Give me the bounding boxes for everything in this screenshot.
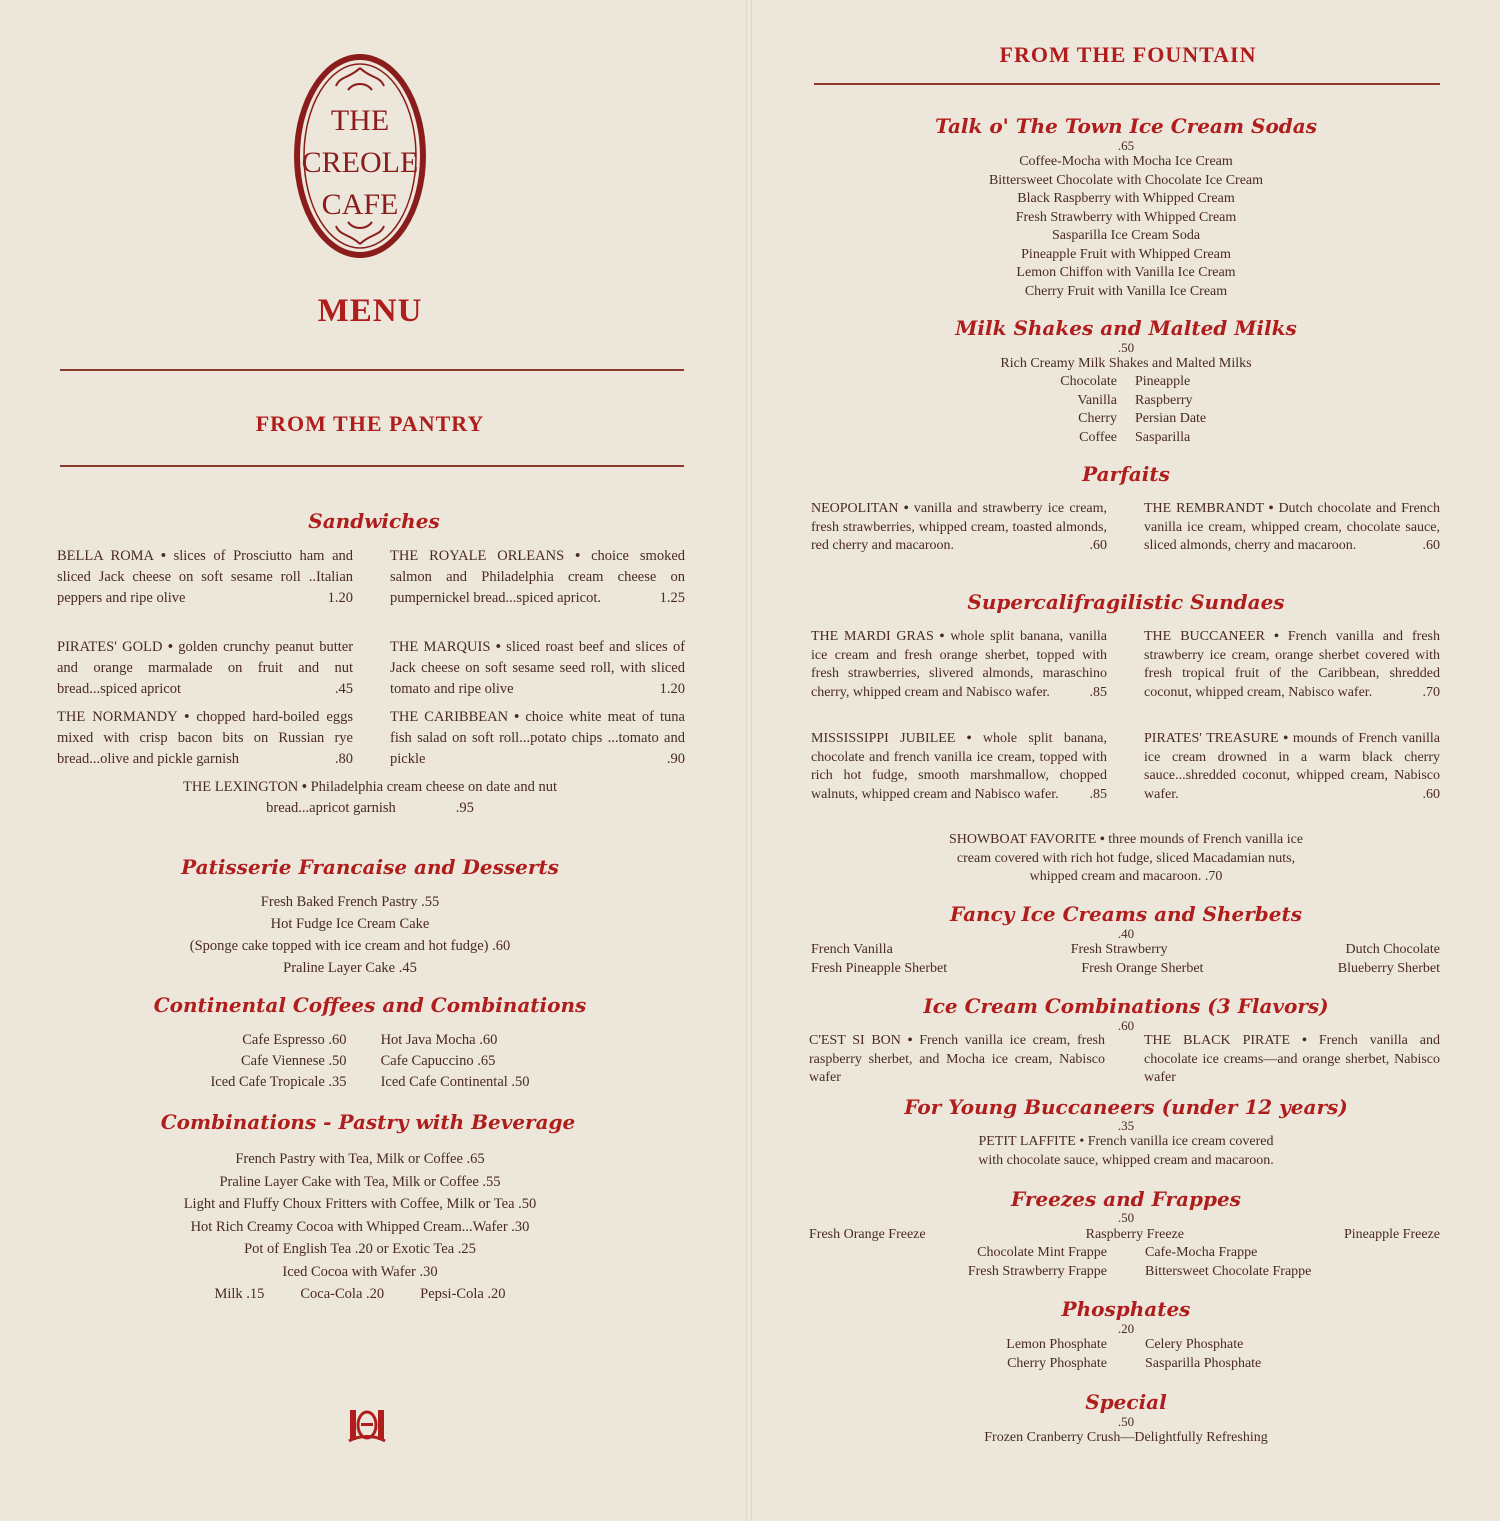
fountain-heading: FROM THE FOUNTAIN <box>999 42 1257 67</box>
item-price: .80 <box>334 751 353 767</box>
list-item: Raspberry Freeze <box>1085 1227 1184 1242</box>
list-item: Blueberry Sherbet <box>1337 960 1440 976</box>
list-item: Praline Layer Cake .45 <box>283 960 417 976</box>
item-mardi-gras: THE MARDI GRAS • whole split banana, vanilla ice cream and fresh orange sherbet, topped with fresh strawberries, slivered almonds, maraschino cherry, whipped cream and Nabisco wafer. .85 <box>811 628 1107 702</box>
pantry-heading: FROM THE PANTRY <box>255 411 485 436</box>
list-item: Cafe Capuccino .65 <box>380 1053 496 1069</box>
item-desc: golden crunchy peanut butter and orange marmalade on fruit and nut bread...spiced apricot <box>57 639 354 697</box>
list-item: Bittersweet Chocolate Frappe <box>1145 1263 1312 1279</box>
item-desc: sliced roast beef and slices of Jack cheese on soft sesame seed roll, with sliced tomato and ripe olive <box>390 639 686 697</box>
fancy-price: .40 <box>1117 926 1135 941</box>
monogram-icon <box>347 1407 387 1445</box>
list-item: Cafe Espresso .60 <box>242 1032 347 1048</box>
item-desc: Dutch chocolate and French vanilla ice cream, whipped cream, chocolate sauce, sliced almonds, cherry and macaroon. <box>1144 501 1441 553</box>
list-item: Pineapple <box>1135 374 1191 389</box>
list-item: Fresh Strawberry <box>1070 942 1168 957</box>
item-price: .90 <box>666 751 685 767</box>
list-item: Pepsi-Cola .20 <box>420 1286 506 1302</box>
item-name: PIRATES' GOLD <box>57 639 163 655</box>
item-name: THE MARDI GRAS <box>811 629 934 644</box>
list-item: French Pastry with Tea, Milk or Coffee .65 <box>235 1151 485 1167</box>
item-desc: choice white meat of tuna fish salad on soft roll...potato chips ...tomato and pickle <box>390 709 685 767</box>
list-item: Milk .15 <box>214 1286 265 1302</box>
list-item: Iced Cafe Tropicale .35 <box>210 1074 347 1090</box>
item-name: PIRATES' TREASURE <box>1144 731 1279 746</box>
item-desc: with chocolate sauce, whipped cream and macaroon. <box>978 1152 1274 1168</box>
item-lexington: THE LEXINGTON • Philadelphia cream cheese on date and nut bread...apricot garnish .95 <box>182 779 558 816</box>
list-item: Vanilla <box>1077 392 1117 408</box>
list-item: (Sponge cake topped with ice cream and hot fudge) .60 <box>189 938 511 954</box>
list-item: Cherry Phosphate <box>1007 1355 1107 1371</box>
fancy-title: Fancy Ice Creams and Sherbets <box>949 902 1302 926</box>
list-item: Pineapple Fruit with Whipped Cream <box>1021 246 1231 262</box>
item-price: .45 <box>334 681 353 697</box>
divider <box>814 83 1440 85</box>
item-price: .60 <box>1422 786 1440 802</box>
item-pirates-gold: PIRATES' GOLD • golden crunchy peanut butter and orange marmalade on fruit and nut bread...spiced apricot .45 <box>57 637 353 700</box>
list-item: Fresh Baked French Pastry .55 <box>260 894 440 910</box>
item-cest-si-bon: C'EST SI BON • French vanilla ice cream, fresh raspberry sherbet, and Mocha ice cream, Nabisco wafer <box>809 1033 1105 1085</box>
list-item: Coffee <box>1079 429 1117 445</box>
frappes-list <box>752 1244 1500 1281</box>
list-item: Coffee-Mocha with Mocha Ice Cream <box>1019 154 1233 169</box>
list-item: Sasparilla Phosphate <box>1145 1355 1262 1371</box>
item-desc: cream covered with rich hot fudge, sliced Macadamian nuts, <box>956 850 1296 866</box>
item-desc: chopped hard-boiled eggs mixed with crisp bacon bits on Russian rye bread...olive and pickle garnish <box>57 709 354 767</box>
list-item: Hot Java Mocha .60 <box>380 1032 498 1048</box>
item-price: .60 <box>1422 538 1440 553</box>
menu-title: MENU <box>317 293 423 329</box>
item-desc: bread...apricot garnish <box>266 800 396 816</box>
item-name: THE BLACK PIRATE <box>1144 1033 1291 1048</box>
item-bella-roma: BELLA ROMA • slices of Prosciutto ham and sliced Jack cheese on soft sesame roll ..Italian peppers and ripe olive 1.20 <box>57 546 353 609</box>
item-desc: vanilla and strawberry ice cream, fresh strawberries, whipped cream, toasted almonds, red cherry and macaroon. <box>811 501 1108 553</box>
item-name: THE NORMANDY <box>57 709 178 725</box>
freezes-row <box>809 1226 1440 1245</box>
list-item: Fresh Orange Sherbet <box>1081 960 1204 976</box>
young-title: For Young Buccaneers (under 12 years) <box>904 1095 1348 1119</box>
item-desc: whipped cream and macaroon. .70 <box>1029 869 1223 884</box>
item-price: 1.20 <box>327 590 353 606</box>
list-item: Bittersweet Chocolate with Chocolate Ice Cream <box>988 172 1264 188</box>
item-name: NEOPOLITAN <box>811 501 899 516</box>
list-item: Lemon Phosphate <box>1006 1337 1107 1352</box>
item-name: THE ROYALE ORLEANS <box>390 548 565 564</box>
item-name: THE MARQUIS <box>390 639 491 655</box>
parfaits-title: Parfaits <box>1082 462 1170 486</box>
item-mississippi-jubilee: MISSISSIPPI JUBILEE • whole split banana, chocolate and french vanilla ice cream, topped with rich hot fudge, smooth marshmallow, chopped walnuts, whipped cream and Nabisco wafer. .85 <box>811 730 1107 804</box>
list-item: Iced Cocoa with Wafer .30 <box>282 1263 438 1280</box>
creole-cafe-logo <box>290 50 430 262</box>
item-desc: three mounds of French vanilla ice <box>1108 832 1304 847</box>
divider <box>60 369 684 371</box>
right-panel <box>752 0 1500 1521</box>
sodas-title: Talk o' The Town Ice Cream Sodas <box>934 114 1317 138</box>
shakes-intro: Rich Creamy Milk Shakes and Malted Milks <box>1000 356 1252 371</box>
item-neopolitan: NEOPOLITAN • vanilla and strawberry ice cream, fresh strawberries, whipped cream, toasted almonds, red cherry and macaroon. .60 <box>811 500 1107 556</box>
item-name: THE BUCCANEER <box>1144 629 1265 644</box>
item-desc: French vanilla and chocolate ice creams—and orange sherbet, Nabisco wafer <box>1144 1033 1441 1085</box>
list-item: Cherry <box>1078 411 1117 426</box>
item-petit-laffite <box>752 1133 1500 1170</box>
phosphates-list <box>752 1336 1500 1373</box>
item-name: SHOWBOAT FAVORITE <box>948 832 1097 847</box>
list-item: Lemon Chiffon with Vanilla Ice Cream <box>1016 265 1236 280</box>
list-item: Cafe-Mocha Frappe <box>1145 1245 1258 1260</box>
list-item: Iced Cafe Continental .50 <box>380 1074 530 1090</box>
coffees-title: Continental Coffees and Combinations <box>153 993 587 1017</box>
item-name: C'EST SI BON <box>809 1033 901 1048</box>
item-rembrandt: THE REMBRANDT • Dutch chocolate and French vanilla ice cream, whipped cream, chocolate sauce, sliced almonds, cherry and macaroon. .60 <box>1144 500 1440 556</box>
item-desc: French vanilla ice cream, fresh raspberry sherbet, and Mocha ice cream, Nabisco wafer <box>809 1033 1105 1085</box>
freezes-title: Freezes and Frappes <box>1011 1187 1241 1211</box>
item-desc: choice smoked salmon and Philadelphia cream cheese on pumpernickel bread...spiced apricot. <box>390 548 686 606</box>
list-item: Raspberry <box>1135 392 1193 408</box>
item-name: THE LEXINGTON <box>182 779 299 795</box>
list-item: Celery Phosphate <box>1145 1337 1244 1352</box>
list-item: Sasparilla <box>1135 429 1191 445</box>
item-price: .60 <box>1089 538 1107 553</box>
freezes-price: .50 <box>1117 1210 1135 1225</box>
item-normandy: THE NORMANDY • chopped hard-boiled eggs mixed with crisp bacon bits on Russian rye bread...olive and pickle garnish .80 <box>57 707 353 770</box>
list-item: Cherry Fruit with Vanilla Ice Cream <box>1024 283 1228 299</box>
list-item: Hot Rich Creamy Cocoa with Whipped Cream...Wafer .30 <box>190 1218 530 1235</box>
item-desc: whole split banana, chocolate and french vanilla ice cream, topped with rich hot fudge, smooth marshmallow, chopped walnuts, whipped cream and Nabisco wafer. <box>811 731 1108 802</box>
list-item: Dutch Chocolate <box>1345 942 1440 957</box>
sundaes-title: Supercalifragilistic Sundaes <box>967 590 1285 614</box>
sodas-list <box>752 153 1500 301</box>
list-item: Fresh Pineapple Sherbet <box>811 960 948 976</box>
logo-line-2: CREOLE <box>301 146 419 179</box>
item-desc: mounds of French vanilla ice cream drowned in a warm black cherry sauce...shredded coconut, whipped cream, Nabisco wafer. <box>1144 731 1441 802</box>
list-item: Fresh Strawberry with Whipped Cream <box>1015 209 1237 225</box>
list-item: Fresh Strawberry Frappe <box>967 1263 1107 1279</box>
item-desc: French vanilla and fresh strawberry ice cream, orange sherbet covered with fresh tropical fruit of the Caribbean, shredded coconut, whipped cream, Nabisco wafer. <box>1144 629 1440 700</box>
shakes-flavors <box>752 373 1500 447</box>
sodas-price: .65 <box>1117 138 1135 153</box>
special-price: .50 <box>1117 1414 1135 1429</box>
list-item: Pot of English Tea .20 or Exotic Tea .25 <box>244 1241 476 1257</box>
shakes-price: .50 <box>1117 340 1135 355</box>
item-price: .70 <box>1422 684 1440 700</box>
left-panel <box>0 0 748 1521</box>
item-black-pirate: THE BLACK PIRATE • French vanilla and chocolate ice creams—and orange sherbet, Nabisco wafer <box>1144 1033 1441 1085</box>
item-price: 1.20 <box>659 681 685 697</box>
combinations-price: .60 <box>1117 1018 1135 1033</box>
item-price: 1.25 <box>659 590 685 606</box>
list-item: Light and Fluffy Choux Fritters with Coffee, Milk or Tea .50 <box>183 1196 537 1212</box>
list-item: Chocolate <box>1060 374 1117 389</box>
sandwiches-title: Sandwiches <box>308 509 440 533</box>
item-showboat: SHOWBOAT FAVORITE • three mounds of French vanilla ice cream covered with rich hot fudge, sliced Macadamian nuts, whipped cream and macaroon. .70 <box>752 831 1500 887</box>
item-name: BELLA ROMA <box>57 548 154 564</box>
item-name: THE REMBRANDT <box>1144 501 1264 516</box>
item-name: THE CARIBBEAN <box>390 709 509 725</box>
item-price: .85 <box>1089 684 1107 700</box>
item-name: MISSISSIPPI JUBILEE <box>811 731 956 746</box>
item-caribbean: THE CARIBBEAN • choice white meat of tuna fish salad on soft roll...potato chips ...tomato and pickle .90 <box>390 707 685 770</box>
list-item: French Vanilla <box>811 942 893 957</box>
patisserie-list <box>0 891 700 979</box>
item-pirates-treasure: PIRATES' TREASURE • mounds of French vanilla ice cream drowned in a warm black cherry sauce...shredded coconut, whipped cream, Nabisco wafer. .60 <box>1144 730 1440 804</box>
divider <box>60 465 684 467</box>
shakes-title: Milk Shakes and Malted Milks <box>955 316 1297 340</box>
list-item: Sasparilla Ice Cream Soda <box>1051 228 1201 243</box>
item-desc: Philadelphia cream cheese on date and nut <box>310 779 558 795</box>
list-item: Cafe Viennese .50 <box>240 1053 347 1069</box>
item-desc: slices of Prosciutto ham and sliced Jack cheese on soft sesame roll ..Italian peppers and ripe olive <box>57 548 354 606</box>
logo-line-3: CAFE <box>321 188 399 221</box>
list-item: Hot Fudge Ice Cream Cake <box>270 916 430 932</box>
combos-list <box>0 1148 720 1306</box>
list-item: Black Raspberry with Whipped Cream <box>1017 191 1235 206</box>
phosphates-title: Phosphates <box>1061 1297 1191 1321</box>
phosphates-price: .20 <box>1117 1321 1135 1336</box>
special-item: Frozen Cranberry Crush—Delightfully Refreshing <box>984 1430 1268 1445</box>
item-marquis: THE MARQUIS • sliced roast beef and slices of Jack cheese on soft sesame seed roll, with sliced tomato and ripe olive 1.20 <box>390 637 685 700</box>
coffees-list <box>0 1030 740 1093</box>
item-buccaneer: THE BUCCANEER • French vanilla and fresh strawberry ice cream, orange sherbet covered with fresh tropical fruit of the Caribbean, shredded coconut, whipped cream, Nabisco wafer. .70 <box>1144 628 1440 702</box>
item-price: .95 <box>455 800 474 816</box>
young-price: .35 <box>1117 1118 1135 1133</box>
item-royale-orleans: THE ROYALE ORLEANS • choice smoked salmon and Philadelphia cream cheese on pumpernickel bread...spiced apricot. 1.25 <box>390 546 685 609</box>
list-item: Fresh Orange Freeze <box>809 1227 926 1242</box>
logo-line-1: THE <box>330 104 390 137</box>
combos-title: Combinations - Pastry with Beverage <box>160 1110 576 1134</box>
special-title: Special <box>1085 1390 1167 1414</box>
item-price: .85 <box>1089 786 1107 802</box>
list-item: Praline Layer Cake with Tea, Milk or Coffee .55 <box>219 1173 501 1190</box>
combinations-title: Ice Cream Combinations (3 Flavors) <box>923 994 1329 1018</box>
item-desc: PETIT LAFFITE • French vanilla ice cream covered <box>978 1134 1274 1149</box>
list-item: Chocolate Mint Frappe <box>977 1245 1107 1260</box>
item-desc: whole split banana, vanilla ice cream and fresh orange sherbet, topped with fresh strawberries, slivered almonds, maraschino cherry, whipped cream and Nabisco wafer. <box>811 629 1108 700</box>
fancy-list <box>811 941 1440 978</box>
patisserie-title: Patisserie Francaise and Desserts <box>181 855 559 879</box>
list-item: Persian Date <box>1135 411 1207 426</box>
list-item: Coca-Cola .20 <box>300 1286 385 1302</box>
list-item: Pineapple Freeze <box>1343 1227 1440 1242</box>
